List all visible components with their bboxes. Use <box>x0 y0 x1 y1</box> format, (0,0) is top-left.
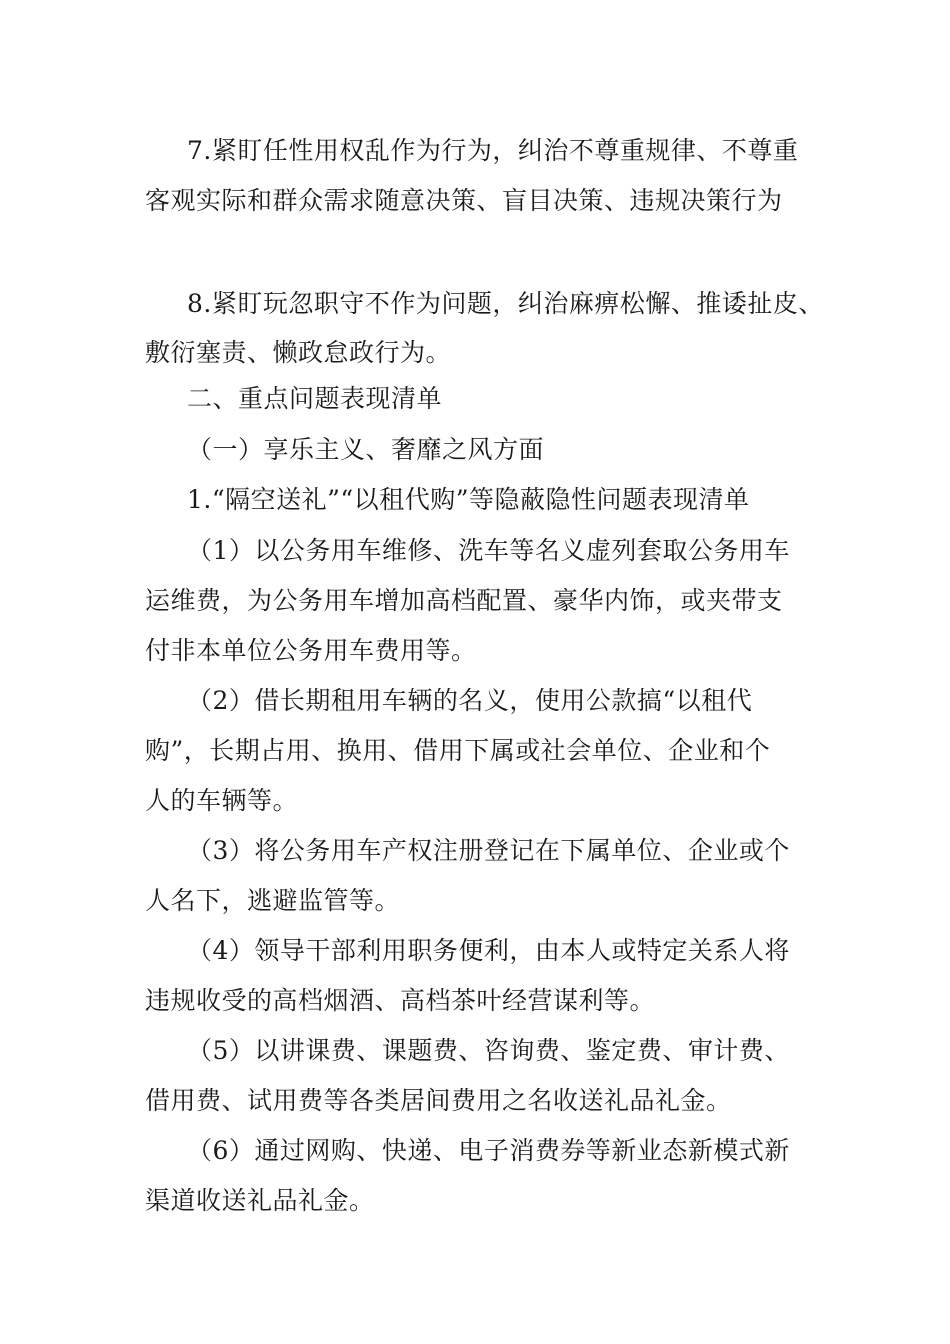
item-5-line-2: 借用费、试用费等各类居间费用之名收送礼品礼金。 <box>145 1086 732 1115</box>
item-1-line-3: 付非本单位公务用车费用等。 <box>145 636 477 665</box>
item-3-line-1: （3）将公务用车产权注册登记在下属单位、企业或个 <box>187 836 790 865</box>
item-4-line-1: （4）领导干部利用职务便利，由本人或特定关系人将 <box>187 936 790 965</box>
item-5-line-1: （5）以讲课费、课题费、咨询费、鉴定费、审计费、 <box>187 1036 790 1065</box>
subsection-heading: （一）享乐主义、奢靡之风方面 <box>187 435 545 464</box>
list-heading: 1.“隔空送礼”“以租代购”等隐蔽隐性问题表现清单 <box>187 485 750 514</box>
paragraph-8-line-2: 敷衍塞责、懒政怠政行为。 <box>145 338 452 367</box>
paragraph-7-line-2: 客观实际和群众需求随意决策、盲目决策、违规决策行为 <box>145 186 783 215</box>
item-6-line-2: 渠道收送礼品礼金。 <box>145 1186 375 1215</box>
item-2-line-1: （2）借长期租用车辆的名义，使用公款搞“以租代 <box>187 686 753 715</box>
item-2-line-3: 人的车辆等。 <box>145 786 299 815</box>
item-2-line-2: 购”，长期占用、换用、借用下属或社会单位、企业和个 <box>145 736 771 765</box>
item-1-line-1: （1）以公务用车维修、洗车等名义虚列套取公务用车 <box>187 536 790 565</box>
item-4-line-2: 违规收受的高档烟酒、高档茶叶经营谋利等。 <box>145 986 656 1015</box>
paragraph-8-line-1: 8.紧盯玩忽职守不作为问题，纠治麻痹松懈、推诿扯皮、 <box>187 289 824 318</box>
section-heading: 二、重点问题表现清单 <box>187 384 443 413</box>
item-1-line-2: 运维费，为公务用车增加高档配置、豪华内饰，或夹带支 <box>145 586 783 615</box>
paragraph-7-line-1: 7.紧盯任性用权乱作为行为，纠治不尊重规律、不尊重 <box>187 136 799 165</box>
item-6-line-1: （6）通过网购、快递、电子消费券等新业态新模式新 <box>187 1136 790 1165</box>
item-3-line-2: 人名下，逃避监管等。 <box>145 886 401 915</box>
